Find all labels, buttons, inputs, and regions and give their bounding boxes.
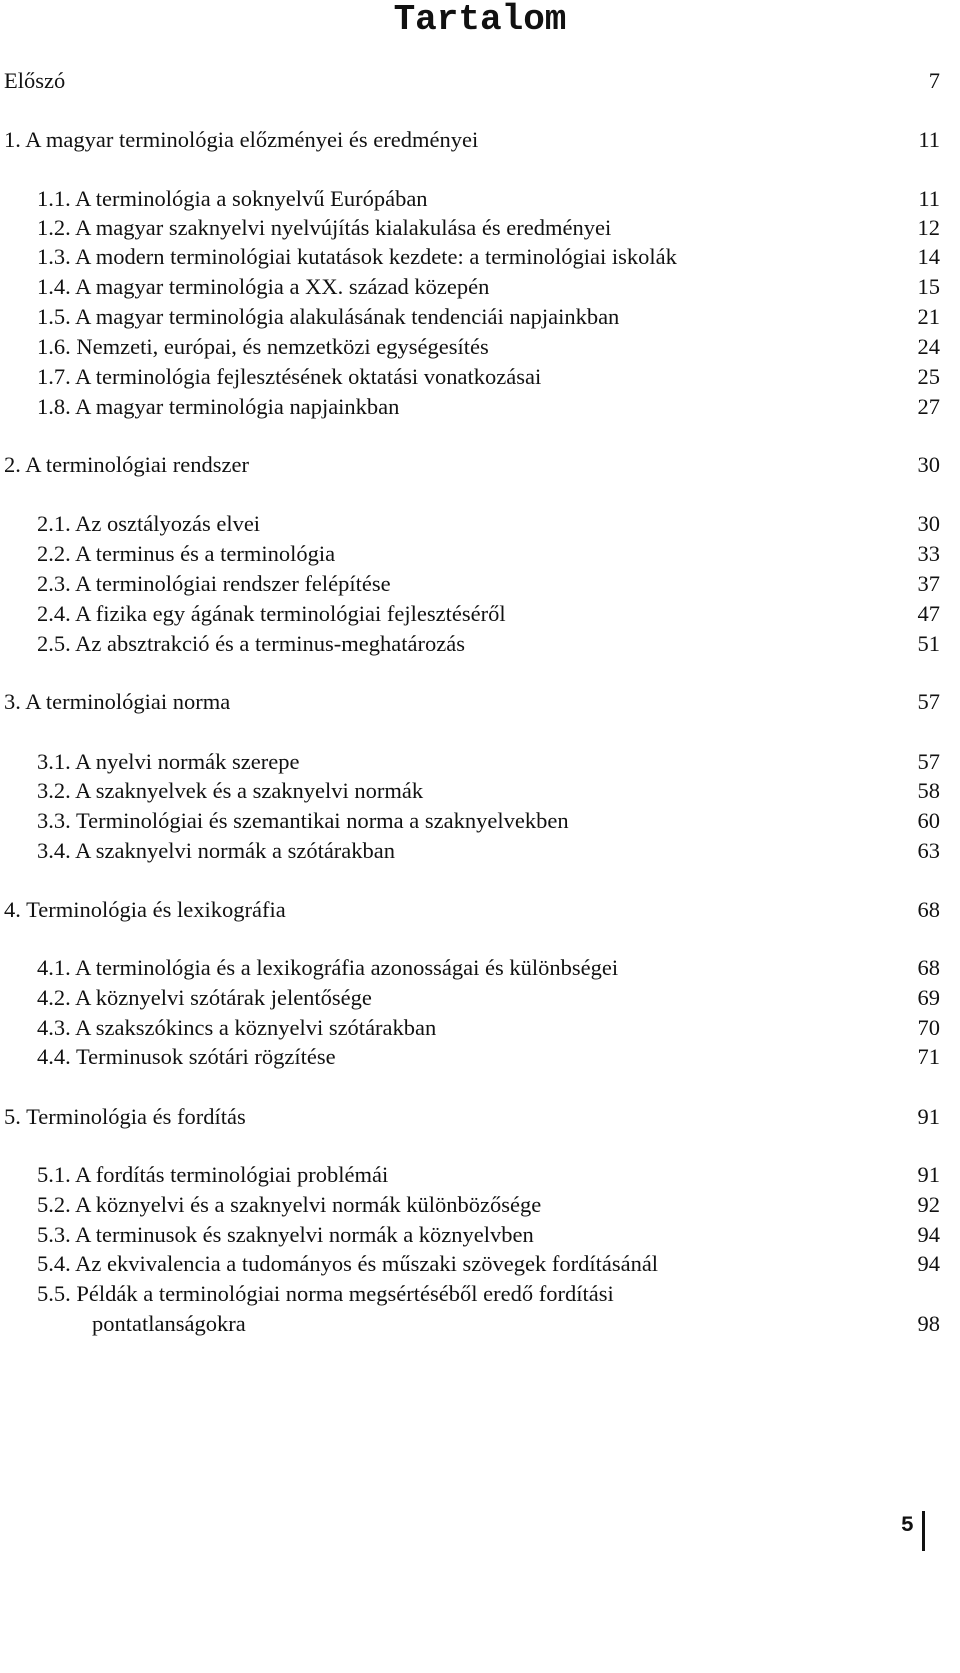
toc-entry[interactable] [0,835,940,867]
toc-entry-label: 2.3. A terminológiai rendszer felépítése [37,571,391,596]
toc-entry[interactable] [0,805,940,837]
toc-entry-label: 4.3. A szakszókincs a köznyelvi szótárakban [37,1015,437,1040]
toc-entry-page: 94 [917,1251,940,1276]
toc-entry-label: 4. Terminológia és lexikográfia [4,897,286,922]
toc-entry-label: 4.2. A köznyelvi szótárak jelentősége [37,985,372,1010]
toc-entry-label: 3.3. Terminológiai és szemantikai norma a szaknyelvekben [37,808,569,833]
toc-entry[interactable] [0,1041,940,1073]
toc-entry[interactable] [0,1101,940,1133]
toc-entry-page: 51 [917,631,940,656]
toc-entry[interactable] [0,686,940,718]
toc-entry-page: 63 [917,838,940,863]
toc-entry[interactable] [0,1278,940,1310]
toc-entry-label: 1.1. A terminológia a soknyelvű Európában [37,186,428,211]
toc-entry[interactable] [0,1159,940,1191]
toc-entry[interactable] [0,331,940,363]
toc-entry-label: 1.4. A magyar terminológia a XX. század közepén [37,274,490,299]
toc-entry[interactable] [0,241,940,273]
toc-entry[interactable] [0,124,940,156]
toc-entry-page: 15 [917,274,940,299]
toc-entry-label: 4.4. Terminusok szótári rögzítése [37,1044,336,1069]
toc-entry[interactable] [0,775,940,807]
toc-entry-page: 33 [917,541,940,566]
toc-entry-label: pontatlanságokra [92,1311,246,1336]
toc-entry-page: 98 [917,1311,940,1336]
toc-entry-label: 2.4. A fizika egy ágának terminológiai fejlesztéséről [37,601,506,626]
toc-entry-page: 21 [917,304,940,329]
toc-entry-page: 25 [917,364,940,389]
toc-entry-label: 3.2. A szaknyelvek és a szaknyelvi normák [37,778,424,803]
toc-entry-label: 3.4. A szaknyelvi normák a szótárakban [37,838,396,863]
toc-entry-page: 30 [917,511,940,536]
toc-entry-page: 57 [917,689,940,714]
toc-entry[interactable] [0,952,940,984]
toc-entry[interactable] [0,508,940,540]
toc-entry-page: 57 [917,749,940,774]
toc-entry-page: 24 [917,334,940,359]
toc-entry[interactable] [0,568,940,600]
toc-entry-label: 5.3. A terminusok és szaknyelvi normák a köznyelvben [37,1222,534,1247]
toc-entry-label: 1.8. A magyar terminológia napjainkban [37,394,400,419]
toc-entry-page: 70 [917,1015,940,1040]
toc-entry[interactable] [0,361,940,393]
toc-entry-label: 5.4. Az ekvivalencia a tudományos és műszaki szövegek fordításánál [37,1251,659,1276]
toc-entry-page: 47 [917,601,940,626]
toc-entry[interactable] [0,1248,940,1280]
toc-entry-label: 1.3. A modern terminológiai kutatások kezdete: a terminológiai iskolák [37,244,677,269]
toc-entry-label: Előszó [4,68,66,93]
toc-entry-page: 94 [917,1222,940,1247]
toc-entry-page: 91 [917,1104,940,1129]
toc-entry-label: 1.2. A magyar szaknyelvi nyelvújítás kialakulása és eredményei [37,215,612,240]
toc-entry-label: 5. Terminológia és fordítás [4,1104,246,1129]
toc-entry-page: 60 [917,808,940,833]
toc-entry[interactable] [0,391,940,423]
toc-entry[interactable] [0,183,940,215]
toc-entry[interactable] [0,271,940,303]
toc-entry-page: 68 [917,897,940,922]
toc-entry[interactable] [0,1219,940,1251]
toc-entry-page: 91 [917,1162,940,1187]
toc-entry-page: 27 [917,394,940,419]
toc-entry-page: 58 [917,778,940,803]
toc-entry-label: 1.5. A magyar terminológia alakulásának tendenciái napjainkban [37,304,620,329]
toc-entry[interactable] [0,746,940,778]
toc-entry-page: 37 [917,571,940,596]
toc-entry[interactable] [0,894,940,926]
toc-entry-page: 68 [917,955,940,980]
toc-entry-label: 2. A terminológiai rendszer [4,452,249,477]
toc-entry-page: 14 [917,244,940,269]
toc-entry-page: 11 [918,186,940,211]
page-title: Tartalom [393,0,567,40]
toc-entry[interactable] [0,301,940,333]
toc-entry-page: 69 [917,985,940,1010]
toc-entry-page: 7 [928,68,940,93]
toc-entry-label: 3. A terminológiai norma [4,689,231,714]
toc-entry-label: 1. A magyar terminológia előzményei és eredményei [4,127,479,152]
toc-entry[interactable] [0,628,940,660]
toc-entry-label: 4.1. A terminológia és a lexikográfia azonosságai és különbségei [37,955,619,980]
toc-entry[interactable] [0,982,940,1014]
toc-entry[interactable] [0,538,940,570]
toc-entry-page: 92 [917,1192,940,1217]
toc-entry-label: 1.6. Nemzeti, európai, és nemzetközi egységesítés [37,334,489,359]
toc-entry[interactable] [0,1189,940,1221]
toc-entry[interactable] [0,65,940,97]
toc-entry-continuation[interactable] [0,1308,940,1340]
toc-entry-label: 1.7. A terminológia fejlesztésének oktatási vonatkozásai [37,364,542,389]
toc-entry-label: 5.1. A fordítás terminológiai problémái [37,1162,389,1187]
toc-entry-page: 30 [917,452,940,477]
toc-entry-label: 2.1. Az osztályozás elvei [37,511,261,536]
toc-entry[interactable] [0,598,940,630]
toc-entry-label: 2.5. Az absztrakció és a terminus-meghatározás [37,631,465,656]
toc-entry-label: 2.2. A terminus és a terminológia [37,541,336,566]
toc-entry[interactable] [0,449,940,481]
toc-entry[interactable] [0,212,940,244]
toc-entry-label: 5.5. Példák a terminológiai norma megsértéséből eredő fordítási [37,1281,614,1306]
toc-entry-page: 11 [918,127,940,152]
page-number: 5 [901,1511,925,1551]
toc-entry-label: 5.2. A köznyelvi és a szaknyelvi normák különbözősége [37,1192,542,1217]
toc-entry-label: 3.1. A nyelvi normák szerepe [37,749,300,774]
toc-entry[interactable] [0,1012,940,1044]
toc-entry-page: 12 [917,215,940,240]
toc-entry-page: 71 [917,1044,940,1069]
